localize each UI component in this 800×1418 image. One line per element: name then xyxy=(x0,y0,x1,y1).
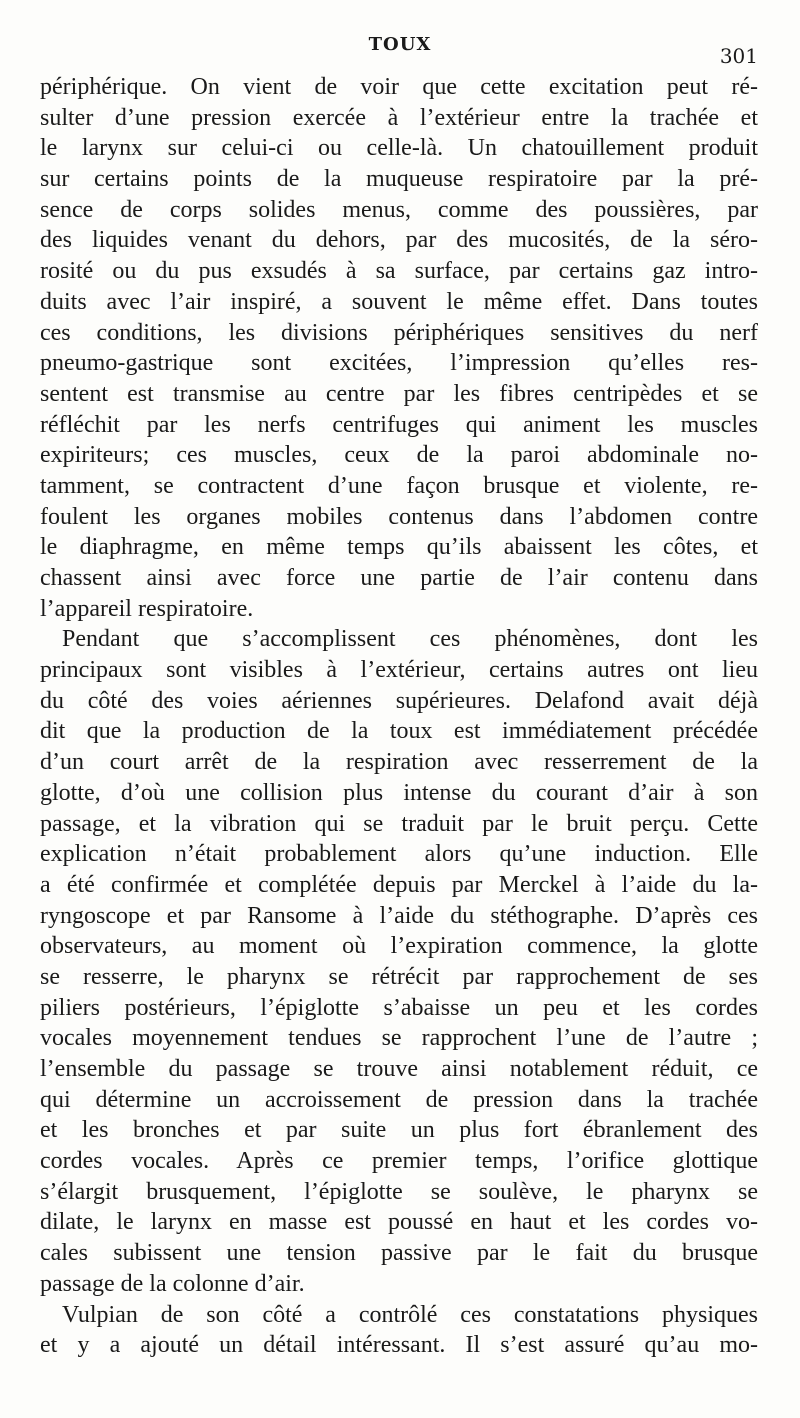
text-line: s’élargit brusquement, l’épiglotte se soulève, le pharynx se xyxy=(40,1178,758,1205)
text-line: Pendant que s’accomplissent ces phénomènes, dont les xyxy=(62,626,758,653)
text-line: piliers postérieurs, l’épiglotte s’abaisse un peu et les cordes xyxy=(40,994,758,1021)
text-line: chassent ainsi avec force une partie de l’air contenu dans xyxy=(40,565,758,591)
text-line: sulter d’une pression exercée à l’extérieur entre la trachée et xyxy=(40,104,758,131)
text-line: glotte, d’où une collision plus intense du courant d’air à son xyxy=(40,779,758,806)
text-line: qui détermine un accroissement de pression dans la trachée xyxy=(40,1086,758,1113)
text-line: des liquides venant du dehors, par des mucosités, de la séro- xyxy=(40,227,758,254)
text-line: observateurs, au moment où l’expiration commence, la glotte xyxy=(40,933,758,960)
text-line: le diaphragme, en même temps qu’ils abaissent les côtes, et xyxy=(40,534,758,561)
text-line: périphérique. On vient de voir que cette excitation peut ré- xyxy=(40,74,758,100)
text-line: se resserre, le pharynx se rétrécit par rapprochement de ses xyxy=(40,963,758,990)
text-line: cales subissent une tension passive par le fait du brusque xyxy=(40,1240,758,1267)
text-line: sentent est transmise au centre par les fibres centripèdes et se xyxy=(40,380,758,407)
text-line: passage de la colonne d’air. xyxy=(40,1270,305,1297)
body-text xyxy=(40,72,758,1361)
text-line: vocales moyennement tendues se rapprochent l’une de l’autre ; xyxy=(40,1025,758,1052)
page-number: 301 xyxy=(719,44,758,68)
text-line: sence de corps solides menus, comme des poussières, par xyxy=(40,196,758,223)
text-line: ryngoscope et par Ransome à l’aide du stéthographe. D’après ces xyxy=(40,902,758,929)
text-line: d’un court arrêt de la respiration avec resserrement de la xyxy=(40,749,758,776)
text-line: explication n’était probablement alors qu’une induction. Elle xyxy=(40,841,758,868)
text-line: ces conditions, les divisions périphériques sensitives du nerf xyxy=(40,319,758,346)
text-line: cordes vocales. Après ce premier temps, l’orifice glottique xyxy=(40,1148,758,1175)
text-line: duits avec l’air inspiré, a souvent le même effet. Dans toutes xyxy=(40,288,758,315)
text-line: dit que la production de la toux est immédiatement précédée xyxy=(40,718,758,745)
text-line: dilate, le larynx en masse est poussé en haut et les cordes vo- xyxy=(40,1209,758,1236)
text-line: passage, et la vibration qui se traduit par le bruit perçu. Cette xyxy=(40,810,758,837)
text-line: et y a ajouté un détail intéressant. Il s’est assuré qu’au mo- xyxy=(40,1332,758,1359)
text-line: a été confirmée et complétée depuis par Merckel à l’aide du la- xyxy=(40,871,758,898)
text-line: du côté des voies aériennes supérieures. Delafond avait déjà xyxy=(40,687,758,714)
text-line: pneumo-gastrique sont excitées, l’impression qu’elles res- xyxy=(40,350,758,377)
text-line: tamment, se contractent d’une façon brusque et violente, re- xyxy=(40,472,758,499)
text-line: réfléchit par les nerfs centrifuges qui animent les muscles xyxy=(40,411,758,438)
text-line: sur certains points de la muqueuse respiratoire par la pré- xyxy=(40,166,758,193)
text-line: l’ensemble du passage se trouve ainsi notablement réduit, ce xyxy=(40,1056,758,1082)
text-line: principaux sont visibles à l’extérieur, certains autres ont lieu xyxy=(40,657,758,684)
text-line: et les bronches et par suite un plus fort ébranlement des xyxy=(40,1117,758,1144)
text-line: expiriteurs; ces muscles, ceux de la paroi abdominale no- xyxy=(40,442,758,469)
text-line: l’appareil respiratoire. xyxy=(40,595,254,622)
text-line: foulent les organes mobiles contenus dans l’abdomen contre xyxy=(40,503,758,530)
text-line: Vulpian de son côté a contrôlé ces constatations physiques xyxy=(62,1301,758,1328)
running-title: TOUX xyxy=(368,34,432,55)
text-line: le larynx sur celui-ci ou celle-là. Un chatouillement produit xyxy=(40,135,758,162)
text-line: rosité ou du pus exsudés à sa surface, par certains gaz intro- xyxy=(40,258,758,285)
